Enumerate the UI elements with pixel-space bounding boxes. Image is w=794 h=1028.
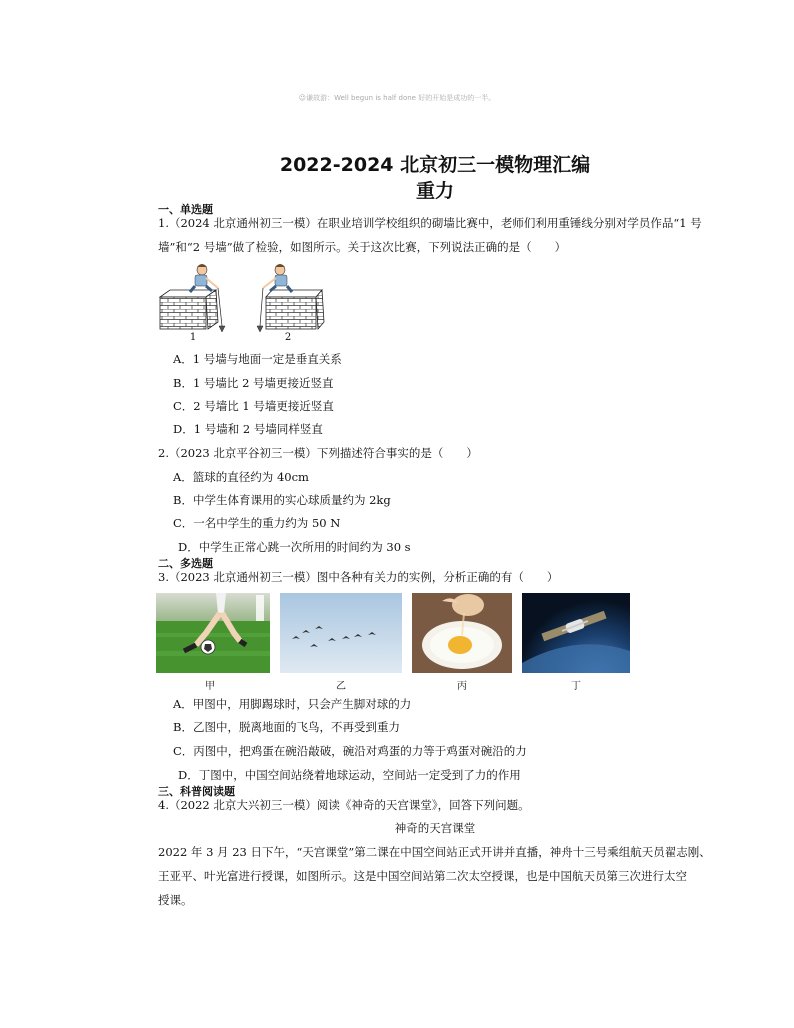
question-2-stem: 2.（2023 北京平谷初三一模）下列描述符合事实的是（ ）: [158, 446, 478, 460]
question-2-option-a: A．篮球的直径约为 40cm: [173, 470, 309, 484]
question-3-option-c: C．丙图中，把鸡蛋在碗沿敲破，碗沿对鸡蛋的力等于鸡蛋对碗沿的力: [173, 744, 527, 758]
caption-jia: 甲: [205, 681, 215, 692]
section-heading-reading: 三、科普阅读题: [158, 785, 235, 798]
question-3-stem: 3.（2023 北京通州初三一模）图中各种有关力的实例，分析正确的有（ ）: [158, 570, 559, 584]
question-1-option-a: A．1 号墙与地面一定是垂直关系: [173, 352, 342, 366]
question-2-option-c: C．一名中学生的重力约为 50 N: [173, 516, 341, 530]
article-title: 神奇的天宫课堂: [394, 821, 476, 835]
question-1-option-d: D．1 号墙和 2 号墙同样竖直: [173, 422, 323, 436]
question-3-option-a: A．甲图中，用脚踢球时，只会产生脚对球的力: [173, 697, 412, 711]
article-paragraph-line-1: 2022 年 3 月 23 日下午，“天宫课堂”第二课在中国空间站正式开讲并直播，神舟十三号乘组航天员翟志刚、: [158, 845, 711, 859]
brick-wall-figure: [156, 260, 326, 346]
watermark: ☺谦故游：Well begun is half done 好的开始是成功的一半。: [298, 94, 496, 102]
question-1-stem-line2: 墙”和“2 号墙”做了检验，如图所示。关于这次比赛，下列说法正确的是（ ）: [158, 240, 567, 254]
photo-soccer-kick: [156, 593, 270, 673]
photo-space-station: [522, 593, 630, 673]
question-1-stem-line1: 1.（2024 北京通州初三一模）在职业培训学校组织的砌墙比赛中，老师们利用重锤线分别对学员作品“1 号: [158, 216, 702, 230]
document-title: 2022-2024 北京初三一模物理汇编: [279, 154, 591, 176]
section-heading-single-choice: 一、单选题: [158, 203, 213, 216]
article-paragraph-line-2: 王亚平、叶光富进行授课，如图所示。这是中国空间站第二次太空授课，也是中国航天员第三次进行太空: [158, 869, 687, 883]
figure-label-1: 1: [189, 332, 197, 343]
question-4-stem: 4.（2022 北京大兴初三一模）阅读《神奇的天宫课堂》，回答下列问题。: [158, 798, 530, 812]
wall-2-illustration: [257, 264, 324, 332]
wall-1-illustration: [160, 264, 225, 332]
document-subtitle: 重力: [415, 180, 454, 202]
question-3-option-d: D．丁图中，中国空间站绕着地球运动，空间站一定受到了力的作用: [178, 768, 521, 782]
section-heading-multiple-choice: 二、多选题: [158, 557, 213, 570]
question-1-option-c: C．2 号墙比 1 号墙更接近竖直: [173, 399, 334, 413]
question-2-option-b: B．中学生体育课用的实心球质量约为 2kg: [173, 493, 391, 507]
photo-flying-birds: [280, 593, 402, 673]
caption-bing: 丙: [457, 681, 467, 692]
article-paragraph-line-3: 授课。: [158, 893, 193, 907]
question-2-option-d: D．中学生正常心跳一次所用的时间约为 30 s: [178, 540, 411, 554]
photo-egg-crack: [412, 593, 512, 673]
question-1-option-b: B．1 号墙比 2 号墙更接近竖直: [173, 376, 334, 390]
caption-ding: 丁: [571, 681, 581, 692]
caption-yi: 乙: [336, 681, 346, 692]
figure-label-2: 2: [284, 332, 292, 343]
question-3-option-b: B．乙图中，脱离地面的飞鸟，不再受到重力: [173, 720, 400, 734]
